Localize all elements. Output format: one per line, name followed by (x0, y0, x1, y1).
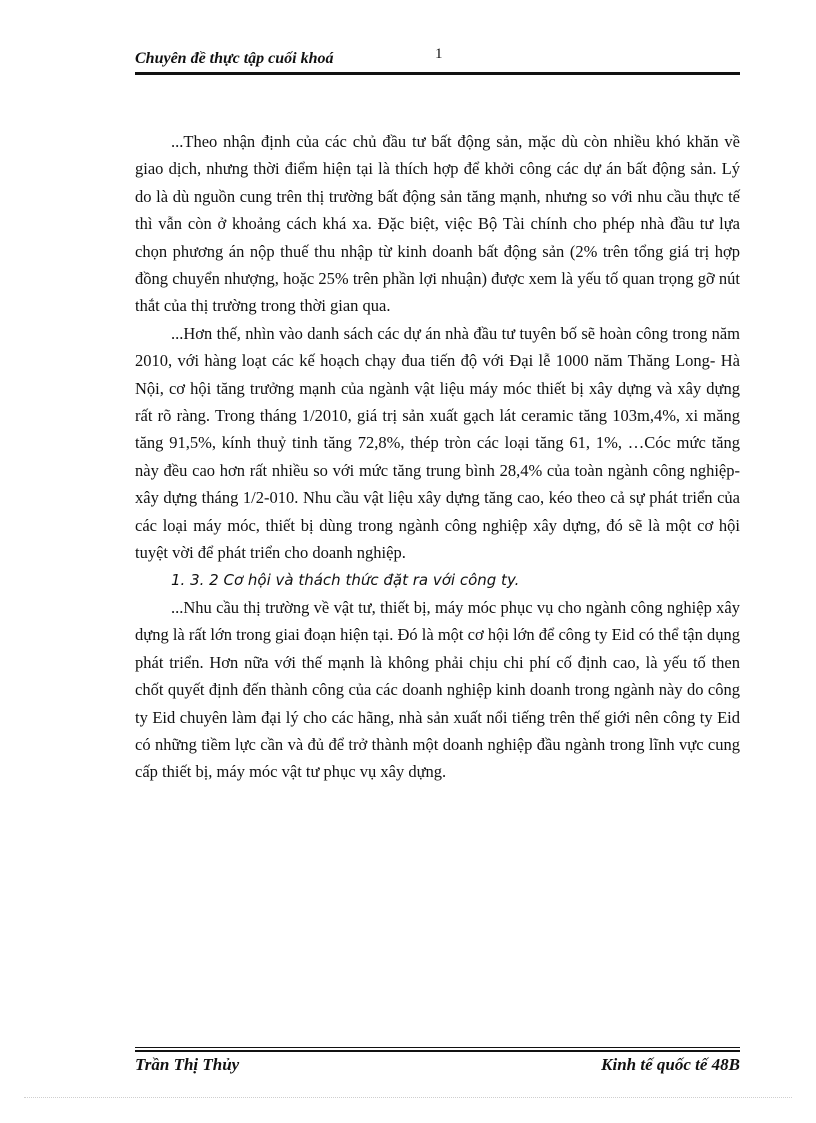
paragraph-1: ...Theo nhận định của các chủ đầu tư bất động sản, mặc dù còn nhiều khó khăn về giao dịch, nhưng thời điểm hiện tại là thích hợp để khởi công các dự án bất động sản. Lý do là dù nguồn cung trên thị trường bất động sản tăng mạnh, nhưng so với nhu cầu thực tế thì vẫn còn ở khoảng cách khá xa. Đặc biệt, việc Bộ Tài chính cho phép nhà đầu tư lựa chọn phương án nộp thuế thu nhập từ kinh doanh bất động sản (2% trên tổng giá trị hợp đồng chuyển nhượng, hoặc 25% trên phần lợi nhuận) được xem là yếu tố quan trọng gỡ nút thắt của thị trường trong thời gian qua. (135, 132, 740, 316)
page-header (135, 46, 740, 72)
footer-author: Trần Thị Thủy (135, 1055, 240, 1074)
document-body (135, 128, 740, 786)
paragraph-3: ...Nhu cầu thị trường về vật tư, thiết bị, máy móc phục vụ cho ngành công nghiệp xây dựng là rất lớn trong giai đoạn hiện tại. Đó là một cơ hội lớn để công ty Eid có thể tận dụng phát triển. Hơn nữa với thế mạnh là không phải chịu chi phí cố định cao, là yếu tố then chốt quyết định đến thành công của các doanh nghiệp kinh doanh trong ngành này do công ty Eid chuyên làm đại lý cho các hãng, nhà sản xuất nổi tiếng trên thế giới nên công ty Eid có những tiềm lực cần và đủ để trở thành một doanh nghiệp đầu ngành trong lĩnh vực cung cấp thiết bị, máy móc vật tư phục vụ xây dựng. (135, 597, 740, 782)
page-number: 1 (435, 46, 443, 62)
footer-rule-thin (135, 1047, 740, 1048)
section-subheading: 1. 3. 2 Cơ hội và thách thức đặt ra với công ty. (171, 570, 520, 589)
header-rule (135, 72, 740, 75)
paragraph-2: ...Hơn thế, nhìn vào danh sách các dự án nhà đầu tư tuyên bố sẽ hoàn công trong năm 2010, với hàng loạt các kế hoạch chạy đua tiến độ với Đại lễ 1000 năm Thăng Long- Hà Nội, cơ hội tăng trưởng mạnh của ngành vật liệu máy móc thiết bị xây dựng và xây dựng rất rõ ràng. Trong tháng 1/2010, giá trị sản xuất gạch lát ceramic tăng 103m,4%, xi măng tăng 91,5%, kính thuỷ tinh tăng 72,8%, thép tròn các loại tăng 61, 1%, …Cóc mức tăng này đều cao hơn rất nhiều so với mức tăng trung bình 28,4% của toàn ngành công nghiệp- xây dựng tháng 1/2-010. Nhu cầu vật liệu xây dựng tăng cao, kéo theo cả sự phát triển của các loại máy móc, thiết bị dùng trong ngành công nghiệp xây dựng, đó sẽ là một cơ hội tuyệt vời để phát triển cho doanh nghiệp. (135, 323, 740, 563)
page-edge-divider (24, 1097, 792, 1098)
footer-class: Kinh tế quốc tế 48B (601, 1055, 740, 1074)
header-title: Chuyên đề thực tập cuối khoá (135, 50, 334, 67)
footer-rule-thick (135, 1050, 740, 1052)
